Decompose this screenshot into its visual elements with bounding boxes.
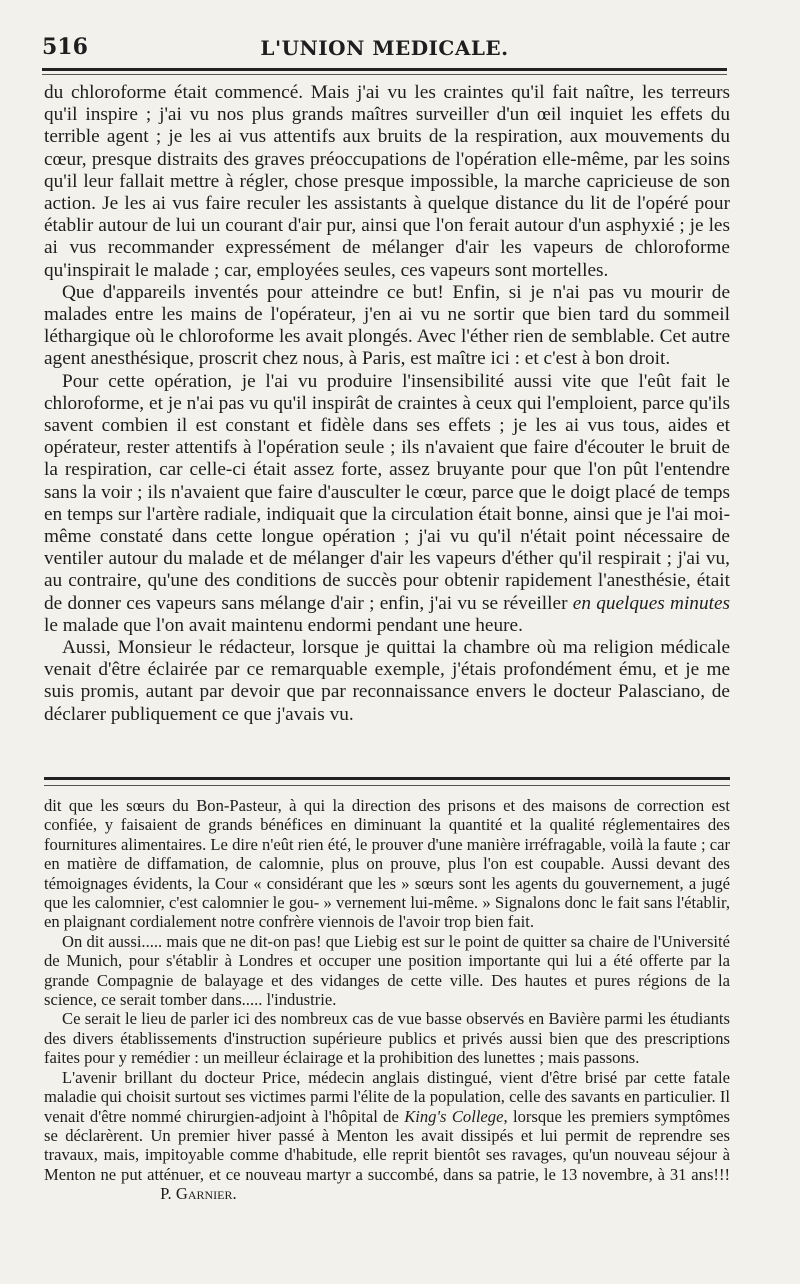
chronicle-paragraph-2: On dit aussi..... mais que ne dit-on pas! que Liebig est sur le point de quitter sa chaire de l'Université de Munich, pour s'établir à Londres et occuper une position importante qui lui a été offerte par la grande Compagnie de balayage et des vidanges de cette ville. Des hautes et pures régions de la science, ce serait tomber dans..... l'industrie.: [44, 931, 730, 1010]
header-rule-thin: [42, 74, 727, 75]
chronicle-paragraph-4: [44, 1068, 730, 1204]
article-paragraph-3-text: Pour cette opération, je l'ai vu produire l'insensibilité aussi vite que l'eût fait le chloroforme, et je n'ai pas vu qu'il inspirât de craintes à ceux qui l'emploient, parce qu'ils savent combien il est constant et fidèle dans ses effets ; je les ai vus tous, aides et opérateur, rester attentifs à l'opération seule ; ils n'avaient que faire d'écouter le bruit de la respiration, car celle-ci était assez forte, assez bruyante pour que l'on pût l'entendre sans la voir ; ils n'avaient que faire d'ausculter le cœur, parce que le doigt placé de temps en temps sur l'artère radiale, indiquait que la circulation était bonne, ainsi que je l'ai moi-même constaté dans cette longue opération ; j'ai vu qu'il n'était point nécessaire de ventiler autour du malade et de mélanger d'air les vapeurs d'éther qu'il respirait ; j'ai vu, au contraire, qu'une des conditions de succès pour obtenir rapidement l'anesthésie, était de donner ces vapeurs sans mélange d'air ; enfin, j'ai vu se réveiller: [44, 370, 730, 614]
chronicle-body: [44, 796, 730, 1204]
header-rule: [42, 68, 727, 71]
page-number: 516: [42, 34, 88, 60]
journal-title: L'UNION MEDICALE.: [260, 36, 509, 60]
italic-phrase: en quelques minutes: [572, 592, 730, 614]
chronicle-paragraph-4-text: L'avenir brillant du docteur Price, médecin anglais distingué, vient d'être brisé par cette fatale maladie qui choisit surtout ses victimes parmi l'élite de la population, celle des savants en particulier. Il venait d'être nommé chirurgien-adjoint à l'hôpital de: [44, 1067, 730, 1126]
italic-college-name: King's College: [404, 1106, 504, 1126]
article-paragraph-2: Que d'appareils inventés pour atteindre ce but! Enfin, si je n'ai pas vu mourir de malades entre les mains de l'opérateur, j'en ai vu ne sortir que bien tard du sommeil léthargique où le chloroforme les avait plongés. Avec l'éther rien de semblable. Cet autre agent anesthésique, proscrit chez nous, à Paris, est maître ici : et c'est à bon droit.: [44, 281, 730, 370]
article-body: [44, 82, 730, 726]
section-separator-thin: [44, 785, 730, 786]
chronicle-paragraph-1: dit que les sœurs du Bon-Pasteur, à qui la direction des prisons et des maisons de correction est confiée, y faisaient de grands bénéfices en diminuant la quantité et la qualité réglementaires des fournitures alimentaires. Le dire n'eût rien été, le prouver d'une manière irréfragable, voilà la faute ; car en matière de diffamation, de calomnie, plus on prouve, plus l'on est coupable. Aussi devant des témoignages évidents, la Cour « considérant que les » sœurs sont les agents du gouvernement, a jugé que les calomnier, c'est calomnier le gou- » vernement lui-même. » Signalons donc le fait sans l'établir, en plaignant cordialement notre confrère viennois de l'avoir trop bien fait.: [44, 796, 730, 932]
article-paragraph-3: [44, 371, 730, 637]
article-paragraph-3-end: le malade que l'on avait maintenu endormi pendant une heure.: [44, 614, 523, 636]
section-separator: [44, 777, 730, 780]
chronicle-paragraph-3: Ce serait le lieu de parler ici des nombreux cas de vue basse observés en Bavière parmi les étudiants des divers établissements d'instruction supérieure publics et privés aussi bien que des prescriptions faites pour y remédier : un meilleur éclairage et la prohibition des lunettes ; mais passons.: [44, 1009, 730, 1068]
page-header: [42, 34, 727, 64]
chronicle-paragraph-4-end: , lorsque les premiers symptômes se déclarèrent. Un premier hiver passé à Menton les avait dissipés et lui permit de reprendre ses travaux, mais, impitoyable comme d'habitude, elle reprit bientôt ses ravages, qu'un nouveau séjour à Menton ne put atténuer, et ce nouveau martyr a succombé, dans sa patrie, le 13 novembre, à 31 ans!!!: [44, 1106, 730, 1184]
article-paragraph-1: du chloroforme était commencé. Mais j'ai vu les craintes qu'il fait naître, les terreurs qu'il inspire ; j'ai vu nos plus grands maîtres surveiller d'un œil inquiet les effets du terrible agent ; je les ai vus attentifs aux bruits de la respiration, aux mouvements du cœur, presque distraits des graves préoccupations de l'opération elle-même, par les soins qu'il leur fallait mettre à régler, chose presque impossible, la marche capricieuse de son action. Je les ai vus faire reculer les assistants à quelque distance du lit de l'opéré pour établir autour de lui un courant d'air pur, ainsi que l'on ferait autour d'un asphyxié ; je les ai vus recommander expressément de mélanger d'air les vapeurs de chloroforme qu'inspirait le malade ; car, employées seules, ces vapeurs sont mortelles.: [44, 82, 730, 281]
article-paragraph-4: Aussi, Monsieur le rédacteur, lorsque je quittai la chambre où ma religion médicale venait d'être éclairée par ce remarquable exemple, j'étais profondément ému, et je me suis promis, autant par devoir que par reconnaissance envers le docteur Palasciano, de déclarer publiquement ce que j'avais vu.: [44, 637, 730, 725]
signature: P. Garnier.: [160, 1184, 237, 1204]
